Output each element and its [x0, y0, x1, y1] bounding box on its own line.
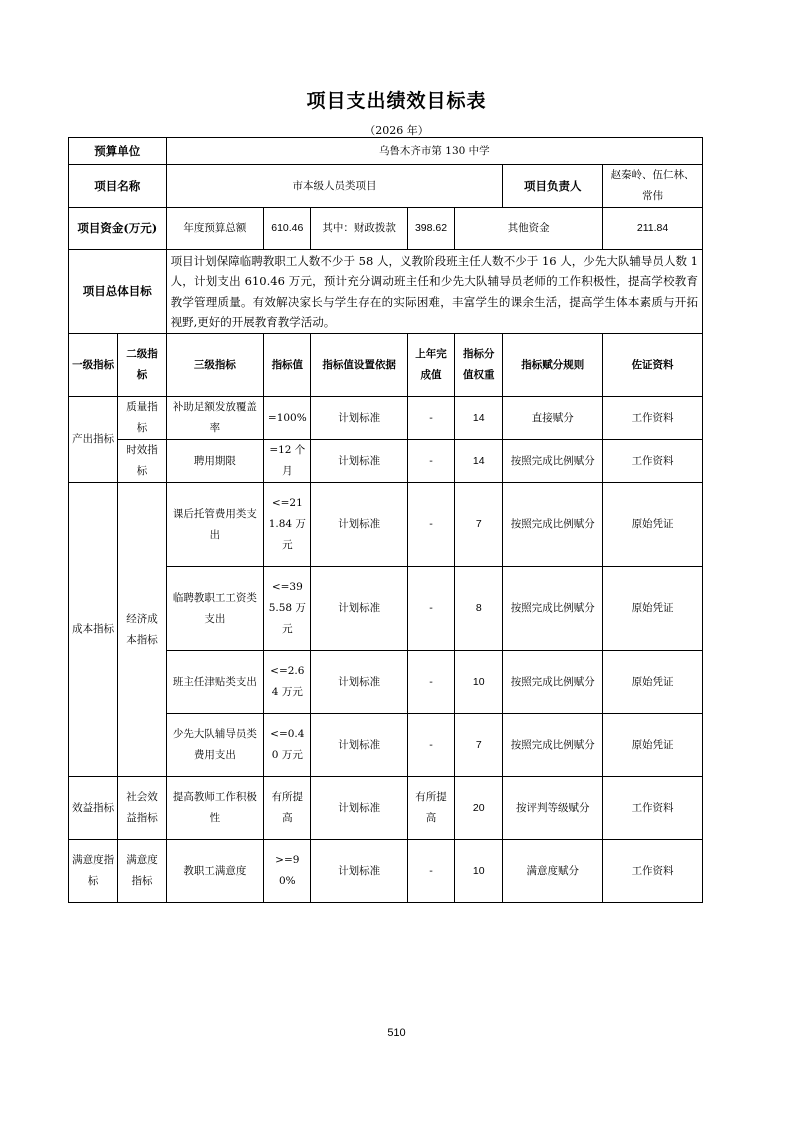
level3-indicator: 提高教师工作积极性 — [166, 777, 264, 840]
evidence: 原始凭证 — [603, 714, 703, 777]
page-title: 项目支出绩效目标表 — [306, 90, 487, 112]
column-header: 三级指标 — [166, 334, 264, 397]
indicator-value: <=2.64 万元 — [264, 651, 311, 714]
indicator-value: >=90% — [264, 840, 311, 903]
column-header: 一级指标 — [69, 334, 118, 397]
budget-unit-label: 预算单位 — [69, 138, 167, 165]
project-name-value: 市本级人员类项目 — [166, 165, 503, 208]
scoring-rule: 按照完成比例赋分 — [503, 567, 603, 651]
other-funds-label: 其他资金 — [455, 208, 603, 250]
level1-indicator: 满意度指标 — [69, 840, 118, 903]
overall-goal-label: 项目总体目标 — [69, 250, 167, 334]
indicator-basis: 计划标准 — [311, 567, 408, 651]
indicator-basis: 计划标准 — [311, 397, 408, 440]
scoring-rule: 按照完成比例赋分 — [503, 440, 603, 483]
level2-indicator: 社会效益指标 — [118, 777, 166, 840]
level3-indicator: 聘用期限 — [166, 440, 264, 483]
previous-value: - — [407, 840, 454, 903]
level3-indicator: 少先大队辅导员类费用支出 — [166, 714, 264, 777]
evidence: 原始凭证 — [603, 651, 703, 714]
evidence: 工作资料 — [603, 777, 703, 840]
evidence: 原始凭证 — [603, 483, 703, 567]
indicator-value: =100% — [264, 397, 311, 440]
column-header: 佐证资料 — [603, 334, 703, 397]
scoring-rule: 按照完成比例赋分 — [503, 483, 603, 567]
level1-indicator: 效益指标 — [69, 777, 118, 840]
evidence: 原始凭证 — [603, 567, 703, 651]
evidence: 工作资料 — [603, 440, 703, 483]
column-header: 指标分值权重 — [455, 334, 503, 397]
level3-indicator: 课后托管费用类支出 — [166, 483, 264, 567]
project-leader-label: 项目负责人 — [503, 165, 603, 208]
other-funds-value: 211.84 — [603, 208, 703, 250]
page-number: 510 — [387, 1027, 406, 1039]
indicator-weight: 20 — [455, 777, 503, 840]
level3-indicator: 临聘教职工工资类支出 — [166, 567, 264, 651]
annual-budget-label: 年度预算总额 — [166, 208, 264, 250]
indicator-basis: 计划标准 — [311, 651, 408, 714]
previous-value: - — [407, 397, 454, 440]
indicator-value: =12 个月 — [264, 440, 311, 483]
indicator-rows — [69, 397, 703, 903]
fiscal-funds-value: 398.62 — [407, 208, 454, 250]
indicator-weight: 14 — [455, 440, 503, 483]
previous-value: - — [407, 440, 454, 483]
previous-value: - — [407, 651, 454, 714]
indicator-value: <=395.58 万元 — [264, 567, 311, 651]
indicator-row — [69, 440, 703, 483]
indicator-row — [69, 840, 703, 903]
indicator-value: 有所提高 — [264, 777, 311, 840]
project-name-label: 项目名称 — [69, 165, 167, 208]
level2-indicator: 满意度指标 — [118, 840, 166, 903]
performance-table — [68, 137, 703, 903]
indicator-weight: 10 — [455, 840, 503, 903]
indicator-row — [69, 483, 703, 567]
project-funds-label: 项目资金(万元) — [69, 208, 167, 250]
project-leader-value: 赵秦岭、伍仁林、常伟 — [603, 165, 703, 208]
indicator-weight: 8 — [455, 567, 503, 651]
level3-indicator: 补助足额发放覆盖率 — [166, 397, 264, 440]
scoring-rule: 按照完成比例赋分 — [503, 714, 603, 777]
level2-indicator: 时效指标 — [118, 440, 166, 483]
level2-indicator: 经济成本指标 — [118, 483, 166, 777]
indicator-basis: 计划标准 — [311, 440, 408, 483]
indicator-row — [69, 777, 703, 840]
previous-value: - — [407, 567, 454, 651]
column-header: 指标赋分规则 — [503, 334, 603, 397]
indicator-value: <=0.40 万元 — [264, 714, 311, 777]
overall-goal-text: 项目计划保障临聘教职工人数不少于 58 人，义教阶段班主任人数不少于 16 人，少先大队辅导员人数 1 人，计划支出 610.46 万元，预计充分调动班主任和少先大队辅导员老师的工作积极性，提高学校教育教学管理质量。有效解决家长与学生存在的实际困难，丰富学生的课余生活，提高学生体本素质与开拓视野,更好的开展教育教学活动。 — [166, 250, 702, 334]
indicator-weight: 7 — [455, 714, 503, 777]
previous-value: - — [407, 714, 454, 777]
level3-indicator: 班主任津贴类支出 — [166, 651, 264, 714]
previous-value: 有所提高 — [407, 777, 454, 840]
level1-indicator: 成本指标 — [69, 483, 118, 777]
indicator-basis: 计划标准 — [311, 840, 408, 903]
column-header: 指标值 — [264, 334, 311, 397]
indicator-weight: 14 — [455, 397, 503, 440]
column-header: 指标值设置依据 — [311, 334, 408, 397]
indicator-basis: 计划标准 — [311, 714, 408, 777]
indicator-weight: 10 — [455, 651, 503, 714]
scoring-rule: 按照完成比例赋分 — [503, 651, 603, 714]
indicator-value: <=211.84 万元 — [264, 483, 311, 567]
scoring-rule: 满意度赋分 — [503, 840, 603, 903]
fiscal-funds-label: 其中：财政拨款 — [311, 208, 408, 250]
year-label: （2026 年） — [364, 124, 429, 137]
level1-indicator: 产出指标 — [69, 397, 118, 483]
scoring-rule: 按评判等级赋分 — [503, 777, 603, 840]
level3-indicator: 教职工满意度 — [166, 840, 264, 903]
column-header: 二级指标 — [118, 334, 166, 397]
previous-value: - — [407, 483, 454, 567]
column-header: 上年完成值 — [407, 334, 454, 397]
indicator-basis: 计划标准 — [311, 777, 408, 840]
indicator-row — [69, 397, 703, 440]
scoring-rule: 直接赋分 — [503, 397, 603, 440]
column-header-row — [69, 334, 703, 397]
evidence: 工作资料 — [603, 397, 703, 440]
indicator-weight: 7 — [455, 483, 503, 567]
evidence: 工作资料 — [603, 840, 703, 903]
budget-unit-value: 乌鲁木齐市第 130 中学 — [166, 138, 702, 165]
indicator-basis: 计划标准 — [311, 483, 408, 567]
annual-budget-value: 610.46 — [264, 208, 311, 250]
level2-indicator: 质量指标 — [118, 397, 166, 440]
